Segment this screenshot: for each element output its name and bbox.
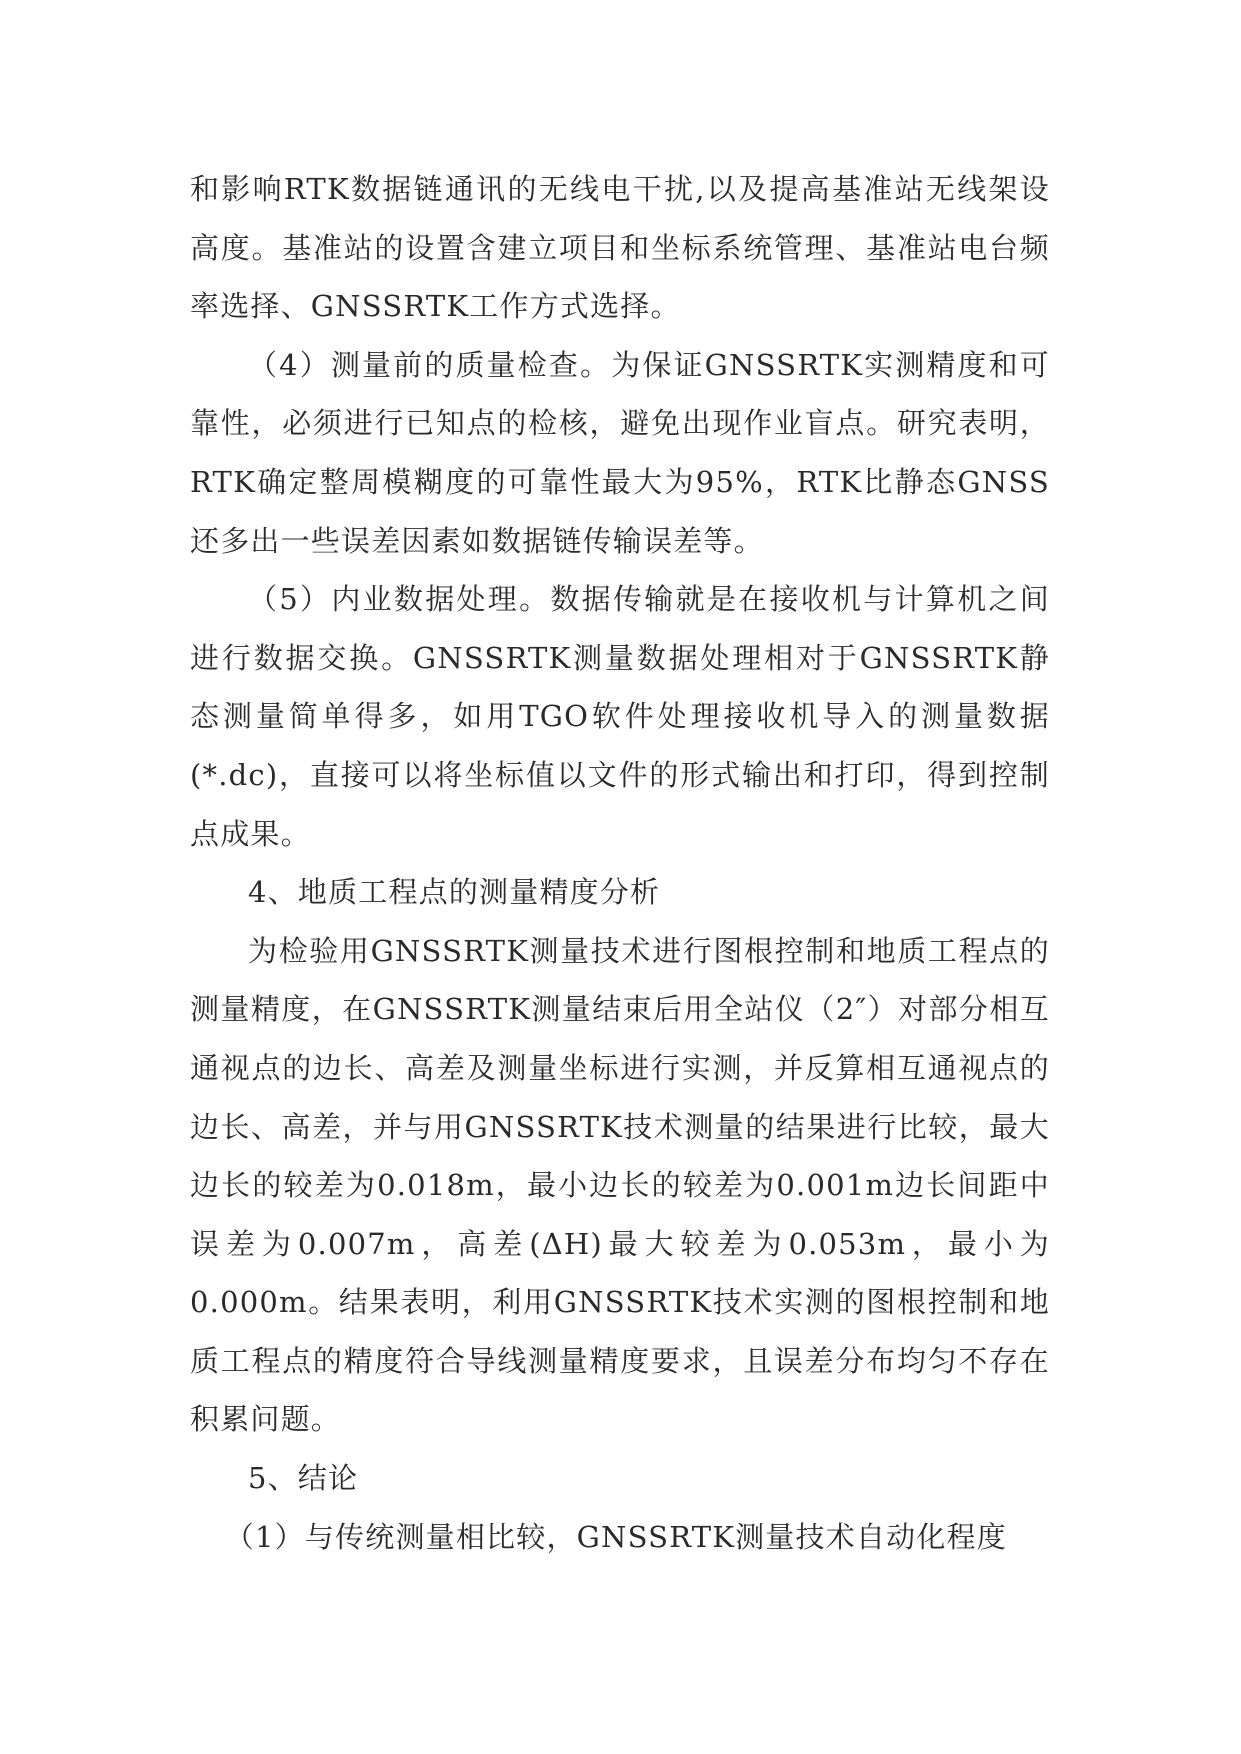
document-body [190, 160, 1050, 1566]
section-heading-conclusion: 5、结论 [248, 1461, 359, 1496]
paragraph-quality-check: （4）测量前的质量检查。为保证GNSSRTK实测精度和可靠性，必须进行已知点的检核，避免出现作业盲点。研究表明，RTK确定整周模糊度的可靠性最大为95%，RTK比静态GNSS还多出一些误差因素如数据链传输误差等。 [190, 347, 1050, 558]
paragraph-accuracy-analysis: 为检验用GNSSRTK测量技术进行图根控制和地质工程点的测量精度，在GNSSRTK测量结束后用全站仪（2″）对部分相互通视点的边长、高差及测量坐标进行实测，并反算相互通视点的边长、高差，并与用GNSSRTK技术测量的结果进行比较，最大边长的较差为0.018m，最小边长的较差为0.001m边长间距中误差为0.007m，高差(ΔH)最大较差为0.053m，最小为0.000m。结果表明，利用GNSSRTK技术实测的图根控制和地质工程点的精度符合导线测量精度要求，且误差分布均匀不存在积累问题。 [190, 933, 1050, 1437]
section-heading-accuracy-analysis: 4、地质工程点的测量精度分析 [248, 875, 661, 910]
paragraph-conclusion-1: （1）与传统测量相比较，GNSSRTK测量技术自动化程度 [224, 1519, 1007, 1554]
paragraph-data-processing: （5）内业数据处理。数据传输就是在接收机与计算机之间进行数据交换。GNSSRTK测量数据处理相对于GNSSRTK静态测量简单得多，如用TGO软件处理接收机导入的测量数据(*.dc)，直接可以将坐标值以文件的形式输出和打印，得到控制点成果。 [190, 582, 1050, 851]
paragraph-base-station-setup: 和影响RTK数据链通讯的无线电干扰,以及提高基准站无线架设高度。基准站的设置含建立项目和坐标系统管理、基准站电台频率选择、GNSSRTK工作方式选择。 [190, 172, 1050, 324]
